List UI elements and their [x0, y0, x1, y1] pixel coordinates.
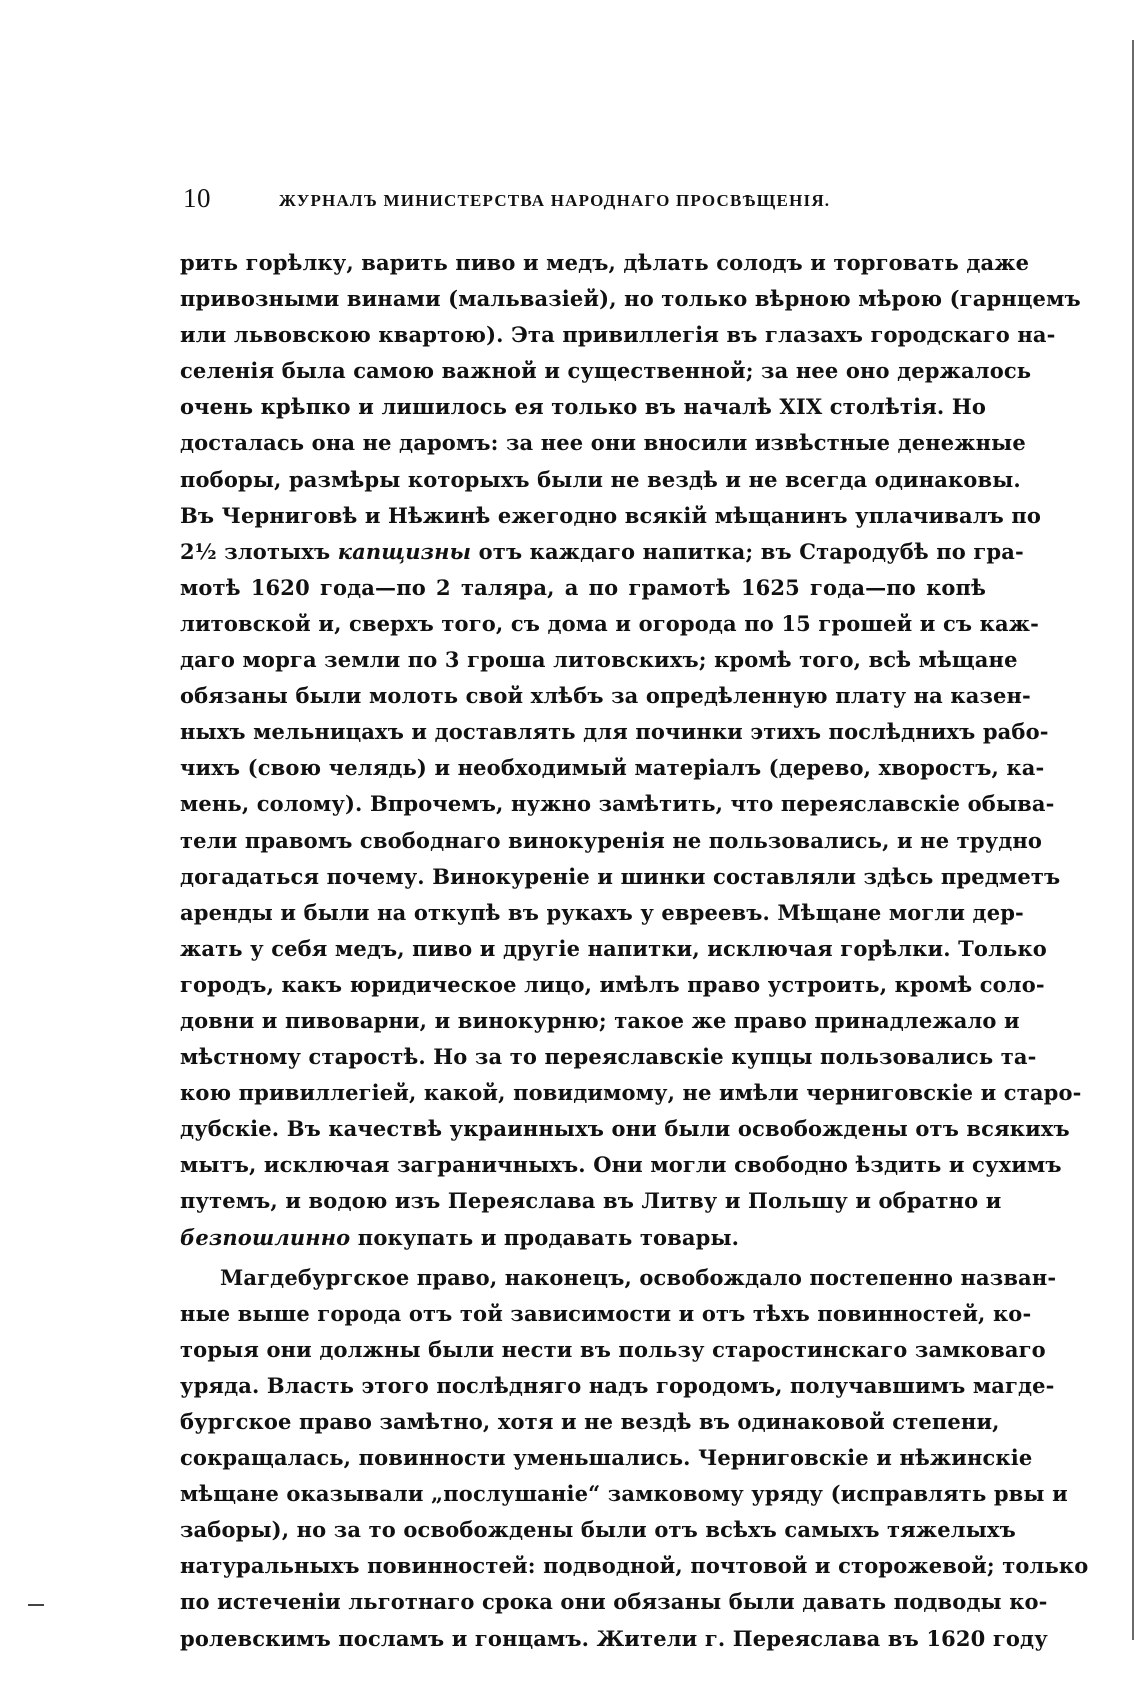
text-line: ролевскимъ посламъ и гонцамъ. Жители г. Переяслава въ 1620 году — [180, 1625, 1048, 1651]
text-line: или львовскою квартою). Эта привиллегія въ глазахъ городскаго на- — [180, 322, 1056, 348]
text-line: литовской и, сверхъ того, съ дома и огорода по 15 грошей и съ каж- — [180, 610, 1039, 636]
text-line: 2½ злотыхъ капщизны отъ каждаго напитка; въ Стародубѣ по гра- — [180, 538, 1024, 564]
text-line: даго морга земли по 3 гроша литовскихъ; кромѣ того, всѣ мѣщане — [180, 647, 1018, 673]
text-line: мотѣ 1620 года—по 2 таляра, а по грамотѣ 1625 года—по копѣ — [180, 574, 986, 600]
page-number: 10 — [183, 183, 211, 213]
italic-word: капщизны — [337, 538, 472, 564]
text-line: бургское право замѣтно, хотя и не вездѣ въ одинаковой степени, — [180, 1409, 1000, 1434]
body-text — [180, 245, 1089, 1657]
text-line: ные выше города отъ той зависимости и отъ тѣхъ повинностей, ко- — [180, 1300, 1032, 1326]
text-line: по истеченіи льготнаго срока они обязаны были давать подводы ко- — [180, 1589, 1048, 1615]
text-line: ныхъ мельницахъ и доставлять для починки этихъ послѣднихъ рабо- — [180, 719, 1049, 745]
text-line: уряда. Власть этого послѣдняго надъ городомъ, получавшимъ магде- — [180, 1372, 1055, 1398]
text-line: городъ, какъ юридическое лицо, имѣлъ право устроить, кромѣ соло- — [180, 971, 1045, 997]
text-line: аренды и были на откупѣ въ рукахъ у евреевъ. Мѣщане могли дер- — [180, 899, 1024, 925]
text-line: селенія была самою важной и существенной; за нее оно держалось — [180, 358, 1032, 384]
text-line: мень, солому). Впрочемъ, нужно замѣтить, что переяславскіе обыва- — [180, 791, 1055, 817]
text-line: торыя они должны были нести въ пользу старостинскаго замковаго — [180, 1336, 1046, 1362]
paragraph-1 — [180, 245, 1082, 1256]
journal-title: ЖУРНАЛЪ МИНИСТЕРСТВА НАРОДНАГО ПРОСВѢЩЕНІЯ. — [279, 191, 831, 210]
text-line: досталась она не даромъ: за нее они вносили извѣстные денежные — [180, 430, 1026, 456]
running-head — [183, 183, 983, 219]
text-line: поборы, размѣры которыхъ были не вездѣ и не всегда одинаковы. — [180, 466, 1021, 492]
text-line: жать у себя медъ, пиво и другіе напитки, исключая горѣлки. Только — [180, 935, 1047, 961]
text-line: обязаны были молоть свой хлѣбъ за опредѣленную плату на казен- — [180, 683, 1031, 709]
text-line: путемъ, и водою изъ Переяслава въ Литву и Польшу и обратно и — [180, 1188, 1002, 1214]
text-line: рить горѣлку, варить пиво и медъ, дѣлать солодъ и торговать даже — [180, 250, 1030, 275]
text-line: заборы), но за то освобождены были отъ всѣхъ самыхъ тяжелыхъ — [180, 1517, 1016, 1543]
text-line: сокращалась, повинности уменьшались. Черниговскіе и нѣжинскіе — [180, 1445, 1033, 1471]
text-line: довни и пивоварни, и винокурню; такое же право принадлежало и — [180, 1007, 1020, 1033]
text-line: мѣщане оказывали „послушаніе“ замковому уряду (исправлять рвы и — [180, 1481, 1068, 1507]
text-line: очень крѣпко и лишилось ея только въ началѣ XIX столѣтія. Но — [180, 394, 986, 420]
text-line: кою привиллегіей, какой, повидимому, не имѣли черниговскіе и старо- — [180, 1080, 1082, 1106]
italic-word: безпошлинно — [180, 1224, 351, 1250]
text-line: Магдебургское право, наконецъ, освобождало постепенно назван- — [220, 1264, 1057, 1290]
text-line: натуральныхъ повинностей: подводной, почтовой и сторожевой; только — [180, 1553, 1089, 1579]
margin-mark — [28, 1604, 44, 1606]
text-line: безпошлинно покупать и продавать товары. — [180, 1224, 740, 1250]
text-line: мытъ, исключая заграничныхъ. Они могли свободно ѣздить и сухимъ — [180, 1152, 1062, 1178]
text-line: дубскіе. Въ качествѣ украинныхъ они были освобождены отъ всякихъ — [180, 1116, 1070, 1142]
page-edge-line — [1132, 40, 1134, 1640]
text-line: догадаться почему. Винокуреніе и шинки составляли здѣсь предметъ — [180, 863, 1061, 889]
text-line: привозными винами (мальвазіей), но только вѣрною мѣрою (гарнцемъ — [180, 286, 1081, 312]
text-line: мѣстному старостѣ. Но за то переяславскіе купцы пользовались та- — [180, 1044, 1037, 1070]
text-line: чихъ (свою челядь) и необходимый матеріалъ (дерево, хворостъ, ка- — [180, 755, 1045, 781]
text-line: Въ Черниговѣ и Нѣжинѣ ежегодно всякій мѣщанинъ уплачивалъ по — [180, 502, 1042, 528]
paragraph-2 — [180, 1260, 1089, 1657]
text-line: тели правомъ свободнаго винокуренія не пользовались, и не трудно — [180, 827, 1043, 853]
